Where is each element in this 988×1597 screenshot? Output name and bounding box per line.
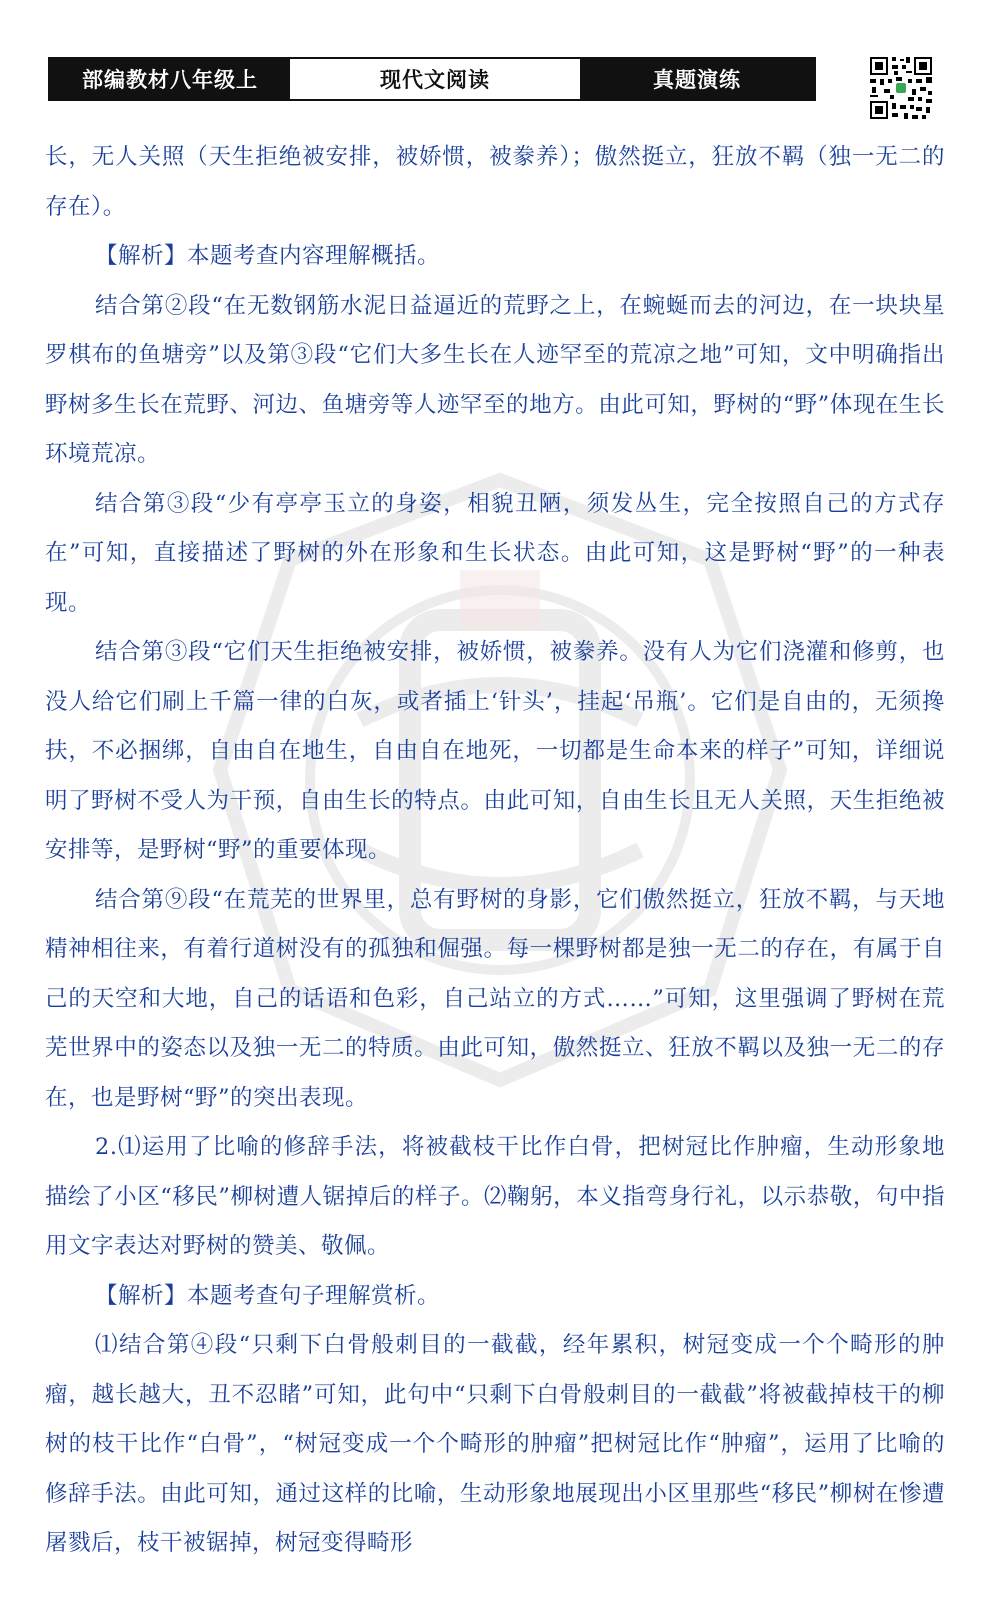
paragraph-analysis: 结合第②段“在无数钢筋水泥日益逼近的荒野之上，在蜿蜒而去的河边，在一块块星罗棋布的鱼塘旁”以及第③段“它们大多生长在人迹罕至的荒凉之地”可知，文中明确指出野树多生长在荒野、河边、鱼塘旁等人迹罕至的地方。由此可知，野树的“野”体现在生长环境荒凉。 xyxy=(45,292,945,467)
paragraph-analysis-label: 【解析】本题考查内容理解概括。 xyxy=(95,243,441,269)
qr-code-icon xyxy=(868,55,934,121)
paragraph-answer-2: 2.⑴运用了比喻的修辞手法，将被截枝干比作白骨，把树冠比作肿瘤，生动形象地描绘了小区“移民”柳树遭人锯掉后的样子。⑵鞠躬，本义指弯身行礼，以示恭敬，句中指用文字表达对野树的赞美、敬佩。 xyxy=(45,1134,945,1259)
paragraph-analysis: ⑴结合第④段“只剩下白骨般刺目的一截截，经年累积，树冠变成一个个畸形的肿瘤，越长越大，丑不忍睹”可知，此句中“只剩下白骨般刺目的一截截”将被截掉枝干的柳树的枝干比作“白骨”，“树冠变成一个个畸形的肿瘤”把树冠比作“肿瘤”，运用了比喻的修辞手法。由此可知，通过这样的比喻，生动形象地展现出小区里那些“移民”柳树在惨遭屠戮后，枝干被锯掉，树冠变得畸形 xyxy=(45,1332,945,1556)
paragraph-analysis: 结合第③段“它们天生拒绝被安排，被娇惯，被豢养。没有人为它们浇灌和修剪，也没人给它们刷上千篇一律的白灰，或者插上‘针头’，挂起‘吊瓶’。它们是自由的，无须搀扶，不必捆绑，自由自在地生，自由自在地死，一切都是生命本来的样子”可知，详细说明了野树不受人为干预，自由生长的特点。由此可知，自由生长且无人关照，天生拒绝被安排等，是野树“野”的重要体现。 xyxy=(45,639,945,863)
header-bar xyxy=(48,57,816,101)
paragraph-analysis: 结合第③段“少有亭亭玉立的身姿，相貌丑陋，须发丛生，完全按照自己的方式存在”可知，直接描述了野树的外在形象和生长状态。由此可知，这是野树“野”的一种表现。 xyxy=(45,490,945,616)
paragraph-analysis-label: 【解析】本题考查句子理解赏析。 xyxy=(95,1282,441,1309)
header-section-label: 现代文阅读 xyxy=(290,59,580,99)
paragraph-analysis: 结合第⑨段“在荒芜的世界里，总有野树的身影，它们傲然挺立，狂放不羁，与天地精神相往来，有着行道树没有的孤独和倔强。每一棵野树都是独一无二的存在，有属于自己的天空和大地，自己的话语和色彩，自己站立的方式……”可知，这里强调了野树在荒芜世界中的姿态以及独一无二的特质。由此可知，傲然挺立、狂放不羁以及独一无二的存在，也是野树“野”的突出表现。 xyxy=(45,886,945,1111)
header-practice-label: 真题演练 xyxy=(580,59,814,99)
answer-text-body xyxy=(45,133,945,1569)
paragraph-continued-answer: 长，无人关照（天生拒绝被安排，被娇惯，被豢养）；傲然挺立，狂放不羁（独一无二的存在）。 xyxy=(45,144,945,220)
header-textbook-label: 部编教材八年级上 xyxy=(50,59,290,99)
